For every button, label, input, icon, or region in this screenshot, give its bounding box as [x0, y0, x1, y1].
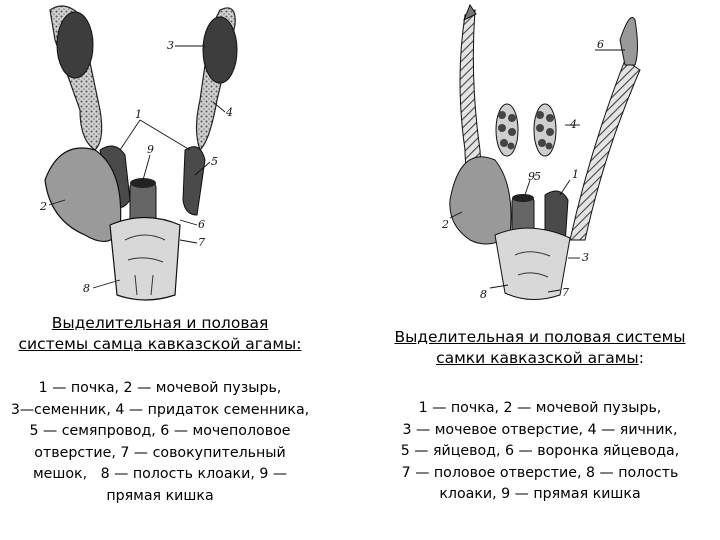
kidney-right — [183, 147, 205, 215]
male-legend-line: прямая кишка — [106, 487, 214, 504]
label-8: 8 — [480, 288, 487, 301]
male-anatomy-figure — [25, 0, 325, 305]
male-legend-line: 1 — почка, 2 — мочевой пузырь, — [38, 380, 282, 396]
label-9: 9 — [147, 143, 154, 156]
male-title-line1: Выделительная и половая — [51, 314, 269, 332]
female-figure-title — [360, 327, 720, 369]
female-title-line1: Выделительная и половая системы — [394, 328, 686, 346]
label-5: 5 — [534, 170, 541, 183]
label-2: 2 — [442, 218, 449, 231]
label-7: 7 — [198, 236, 205, 249]
label-8: 8 — [83, 282, 90, 295]
label-5: 5 — [211, 155, 218, 168]
label-3: 3 — [167, 39, 174, 52]
female-legend-line: 1 — почка, 2 — мочевой пузырь, — [418, 400, 662, 416]
male-legend-line: мешок, 8 — полость клоаки, 9 — — [32, 466, 288, 482]
label-1: 1 — [135, 108, 142, 121]
label-6: 6 — [597, 38, 604, 51]
female-legend-line: 5 — яйцевод, 6 — воронка яйцевода, — [400, 443, 680, 459]
ovary-left — [496, 104, 518, 156]
ovary-right — [534, 104, 556, 156]
male-legend-line: отверстие, 7 — совокупительный — [34, 444, 286, 461]
label-2: 2 — [40, 200, 47, 213]
cloaca — [110, 218, 180, 301]
male-legend-line: 3—семенник, 4 — придаток семенника, — [10, 401, 310, 418]
male-legend-line: 5 — семяпровод, 6 — мочеполовое — [29, 423, 291, 439]
cloaca — [495, 228, 570, 299]
male-figure-title — [0, 313, 320, 355]
label-7: 7 — [562, 286, 569, 299]
female-title-line2: самки кавказской агамы — [436, 349, 639, 367]
oviduct-right — [570, 60, 640, 240]
label-4: 4 — [226, 106, 233, 119]
male-title-line2: системы самца кавказской агамы: — [18, 335, 302, 353]
label-1: 1 — [572, 168, 579, 181]
label-3: 3 — [582, 251, 589, 264]
testis-left — [57, 12, 93, 78]
female-title-colon: : — [638, 349, 644, 367]
female-legend — [362, 398, 718, 506]
female-legend-line: клоаки, 9 — прямая кишка — [439, 486, 641, 502]
male-legend — [0, 378, 320, 507]
female-anatomy-figure — [420, 0, 710, 305]
label-9: 9 — [528, 170, 535, 183]
female-legend-line: 7 — половое отверстие, 8 — полость — [401, 464, 679, 481]
bladder — [450, 157, 511, 244]
label-4: 4 — [570, 118, 577, 131]
oviduct-funnel-right — [620, 18, 638, 66]
female-legend-line: 3 — мочевое отверстие, 4 — яичник, — [402, 421, 678, 438]
label-6: 6 — [198, 218, 205, 231]
testis-right — [203, 17, 237, 83]
